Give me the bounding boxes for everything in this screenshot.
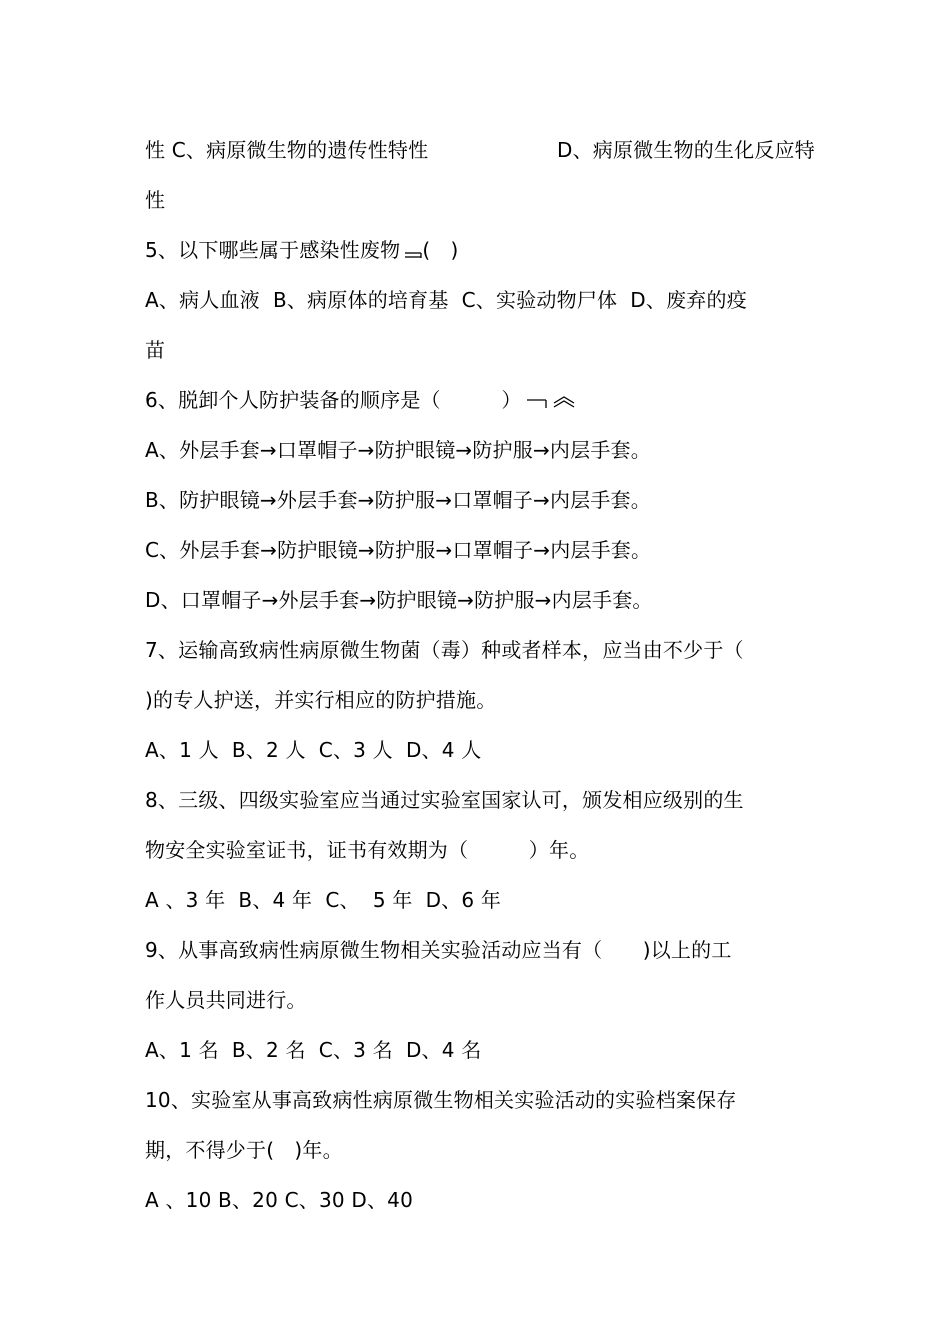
q9-stem-line1: 9、从事高致病性病原微生物相关实验活动应当有（ )以上的工 xyxy=(145,938,732,962)
q4-options-line xyxy=(145,125,815,175)
q10-stem-line2: 期，不得少于( )年。 xyxy=(145,1138,343,1162)
question-text-block xyxy=(145,125,815,1225)
q6-option-b: B、防护眼镜→外层手套→防护服→口罩帽子→内层手套。 xyxy=(145,488,651,512)
q6-stem-text: 6、脱卸个人防护装备的顺序是（ ） xyxy=(145,388,522,412)
q5-options-wrap: 苗 xyxy=(145,338,166,362)
double-chevron-up-icon xyxy=(552,377,576,426)
q6-option-d: D、口罩帽子→外层手套→防护眼镜→防护服→内层手套。 xyxy=(145,588,653,612)
underline-mark-icon xyxy=(404,227,422,276)
q9-stem-line2: 作人员共同进行。 xyxy=(145,988,307,1012)
q5-options: A、病人血液 B、病原体的培育基 C、实验动物尸体 D、废弃的疫 xyxy=(145,288,747,312)
corner-mark-icon xyxy=(526,377,548,426)
q8-stem-line1: 8、三级、四级实验室应当通过实验室国家认可，颁发相应级别的生 xyxy=(145,788,744,812)
q7-options: A、1 人 B、2 人 C、3 人 D、4 人 xyxy=(145,738,482,762)
q8-stem-line2: 物安全实验室证书，证书有效期为（ ）年。 xyxy=(145,838,590,862)
q4-option-d: D、病原微生物的生化反应特 xyxy=(556,138,815,162)
q4-option-c: 性 C、病原微生物的遗传性特性 xyxy=(145,138,429,162)
q4-options-wrap: 性 xyxy=(145,188,166,212)
q5-options-line xyxy=(145,275,815,325)
q5-stem-paren: ( ) xyxy=(422,238,459,262)
q10-options: A 、10 B、20 C、30 D、40 xyxy=(145,1188,413,1212)
q7-stem-line1: 7、运输高致病性病原微生物菌（毒）种或者样本，应当由不少于（ xyxy=(145,638,744,662)
q8-options: A 、3 年 B、4 年 C、 5 年 D、6 年 xyxy=(145,888,502,912)
q7-stem-line2: )的专人护送，并实行相应的防护措施。 xyxy=(145,688,497,712)
q10-stem-line1: 10、实验室从事高致病性病原微生物相关实验活动的实验档案保存 xyxy=(145,1088,737,1112)
q5-stem xyxy=(145,225,815,275)
q9-options: A、1 名 B、2 名 C、3 名 D、4 名 xyxy=(145,1038,482,1062)
q6-option-c: C、外层手套→防护眼镜→防护服→口罩帽子→内层手套。 xyxy=(145,538,652,562)
q5-stem-text: 5、以下哪些属于感染性废物 xyxy=(145,238,401,262)
q6-stem xyxy=(145,375,815,425)
q6-option-a: A、外层手套→口罩帽子→防护眼镜→防护服→内层手套。 xyxy=(145,438,651,462)
